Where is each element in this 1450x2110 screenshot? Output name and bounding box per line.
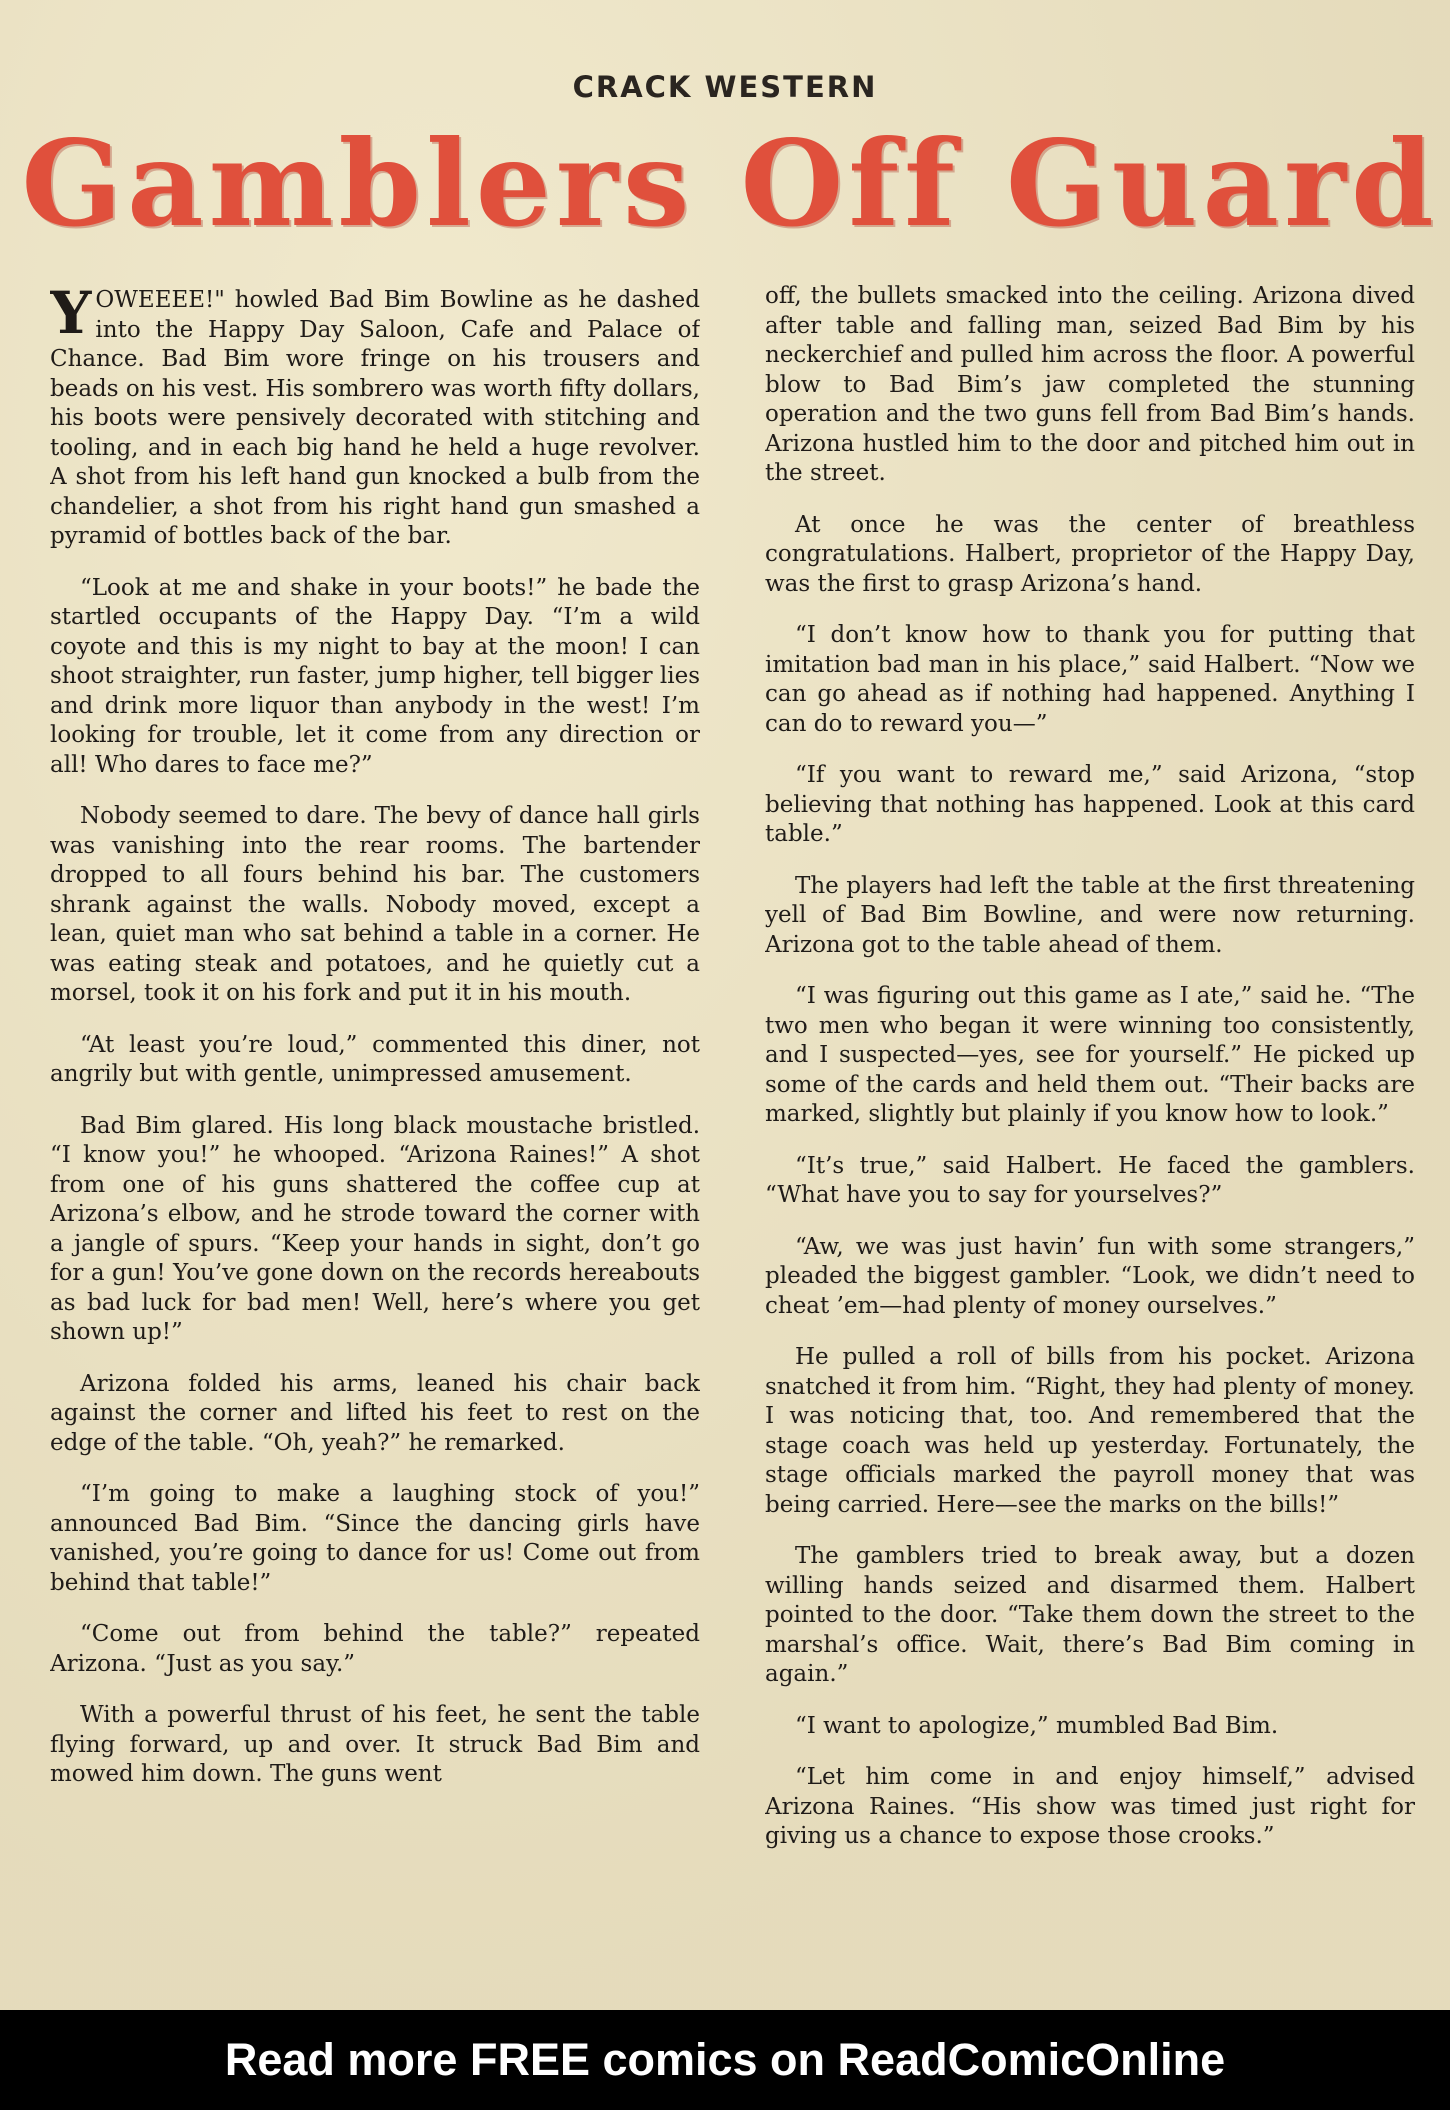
drop-cap: Y [50, 286, 92, 347]
paragraph: “Aw, we was just havin’ fun with some strangers,” pleaded the biggest gambler. “Look, we didn’t need to cheat ’em—had plenty of money ourselves.” [765, 1233, 1415, 1319]
paragraph: The players had left the table at the first threatening yell of Bad Bim Bowline, and were now returning. Arizona got to the table ahead of them. [765, 872, 1415, 958]
magazine-header: CRACK WESTERN [572, 70, 878, 104]
paragraph: “If you want to reward me,” said Arizona, “stop believing that nothing has happened. Look at this card table.” [765, 762, 1415, 847]
paragraph: “Look at me and shake in your boots!” he bade the startled occupants of the Happy Day. “I’m a wild coyote and this is my night to bay at the moon! I can shoot straighter, run faster, jump higher, tell bigger lies and drink more liquor than anybody in the west! I’m looking for trouble, let it come from any direction or all! Who dares to face me?” [50, 574, 700, 778]
paragraph: “Let him come in and enjoy himself,” advised Arizona Raines. “His show was timed just right for giving us a chance to expose those crooks.” [765, 1764, 1415, 1849]
paragraph: At once he was the center of breathless congratulations. Halbert, proprietor of the Happy Day, was the first to grasp Arizona’s hand. [765, 511, 1415, 597]
paragraph: “It’s true,” said Halbert. He faced the gamblers. “What have you to say for yourselves?” [765, 1152, 1415, 1208]
paragraph: “I want to apologize,” mumbled Bad Bim. [795, 1712, 1279, 1739]
paragraph: “At least you’re loud,” commented this diner, not angrily but with gentle, unimpressed amusement. [50, 1031, 700, 1087]
story-title: Gamblers Off Guard [21, 113, 1439, 253]
paragraph: He pulled a roll of bills from his pocket. Arizona snatched it from him. “Right, they had plenty of money. I was noticing that, too. And remembered that the stage coach was held up yesterday. Fortunately, the stage officials marked the payroll money that was being carried. Here—see the marks on the bills!” [765, 1344, 1415, 1518]
promo-banner-link[interactable]: Read more FREE comics on ReadComicOnline [224, 2034, 1226, 2085]
paragraph: Arizona folded his arms, leaned his chair back against the corner and lifted his feet to rest on the edge of the table. “Oh, yeah?” he remarked. [50, 1370, 700, 1456]
paragraph: Nobody seemed to dare. The bevy of dance hall girls was vanishing into the rear rooms. The bartender dropped to all fours behind his bar. The customers shrank against the walls. Nobody moved, except a lean, quiet man who sat behind a table in a corner. He was eating steak and potatoes, and he quietly cut a morsel, took it on his fork and put it in his mouth. [50, 803, 700, 1006]
paragraph: YOWEEEE!" howled Bad Bim Bowline as he dashed into the Happy Day Saloon, Cafe and Palace of Chance. Bad Bim wore fringe on his trousers and beads on his vest. His sombrero was worth fifty dollars, his boots were pensively decorated with stitching and tooling, and in each big hand he held a huge revolver. A shot from his left hand gun knocked a bulb from the chandelier, a shot from his right hand gun smashed a pyramid of bottles back of the bar. [50, 286, 700, 549]
paragraph: With a powerful thrust of his feet, he sent the table flying forward, up and over. It struck Bad Bim and mowed him down. The guns went [50, 1702, 700, 1787]
paragraph: off, the bullets smacked into the ceiling. Arizona dived after table and falling man, seized Bad Bim by his neckerchief and pulled him across the floor. A powerful blow to Bad Bim’s jaw completed the stunning operation and the two guns fell from Bad Bim’s hands. Arizona hustled him to the door and pitched him out in the street. [765, 283, 1415, 486]
paragraph: “I was figuring out this game as I ate,” said he. “The two men who began it were winning too consistently, and I suspected—yes, see for yourself.” He picked up some of the cards and held them out. “Their backs are marked, slightly but plainly if you know how to look.” [765, 983, 1415, 1127]
paragraph: “Come out from behind the table?” repeated Arizona. “Just as you say.” [50, 1621, 700, 1677]
paragraph: “I don’t know how to thank you for putting that imitation bad man in his place,” said Halbert. “Now we can go ahead as if nothing had happened. Anything I can do to reward you—” [765, 622, 1415, 737]
paragraph: Bad Bim glared. His long black moustache bristled. “I know you!” he whooped. “Arizona Raines!” A shot from one of his guns shattered the coffee cup at Arizona’s elbow, and he strode toward the corner with a jangle of spurs. “Keep your hands in sight, don’t go for a gun! You’ve gone down on the records hereabouts as bad luck for bad men! Well, here’s where you get shown up!” [50, 1112, 700, 1345]
promo-banner[interactable] [0, 2010, 1450, 2110]
paragraph: The gamblers tried to break away, but a dozen willing hands seized and disarmed them. Halbert pointed to the door. “Take them down the street to the marshal’s office. Wait, there’s Bad Bim coming in again.” [765, 1543, 1415, 1687]
left-text-column [50, 286, 700, 1966]
paragraph: “I’m going to make a laughing stock of you!” announced Bad Bim. “Since the dancing girls have vanished, you’re going to dance for us! Come out from behind that table!” [50, 1481, 700, 1596]
right-text-column [765, 282, 1415, 1962]
